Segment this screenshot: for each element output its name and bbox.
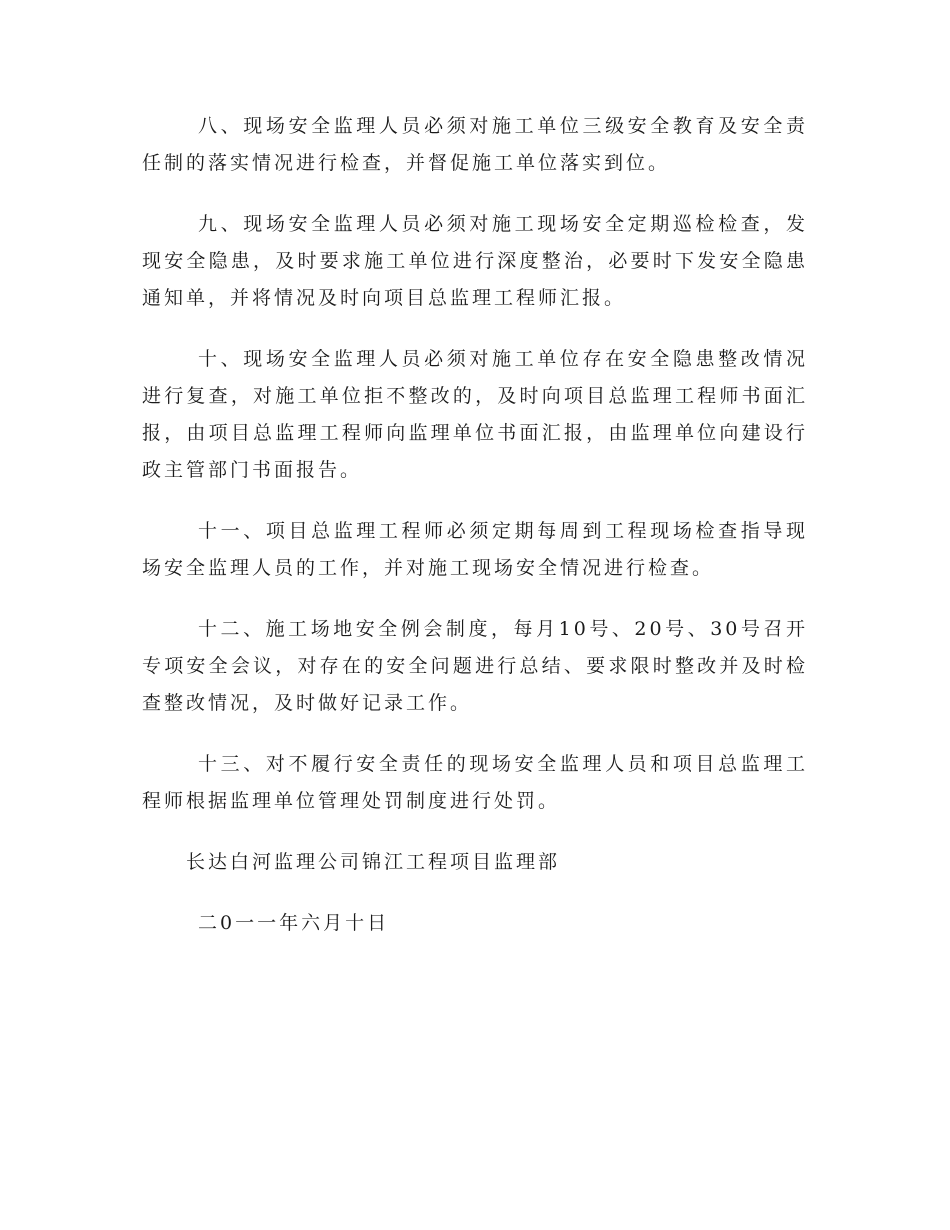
document-body (142, 108, 808, 942)
paragraph-13: 十三、对不履行安全责任的现场安全监理人员和项目总监理工程师根据监理单位管理处罚制度进行处罚。 (142, 753, 808, 812)
paragraph-12: 十二、施工场地安全例会制度，每月10号、20号、30号召开专项安全会议，对存在的安全问题进行总结、要求限时整改并及时检查整改情况，及时做好记录工作。 (142, 618, 808, 714)
paragraph-8: 八、现场安全监理人员必须对施工单位三级安全教育及安全责任制的落实情况进行检查，并督促施工单位落实到位。 (142, 115, 808, 174)
signature-date: 二0一一年六月十日 (198, 912, 390, 934)
paragraph-10: 十、现场安全监理人员必须对施工单位存在安全隐患整改情况进行复查，对施工单位拒不整改的，及时向项目总监理工程师书面汇报，由项目总监理工程师向监理单位书面汇报，由监理单位向建设行政主管部门书面报告。 (142, 348, 808, 481)
paragraph-11: 十一、项目总监理工程师必须定期每周到工程现场检查指导现场安全监理人员的工作，并对施工现场安全情况进行检查。 (142, 520, 808, 579)
paragraph-9: 九、现场安全监理人员必须对施工现场安全定期巡检检查，发现安全隐患，及时要求施工单位进行深度整治，必要时下发安全隐患通知单，并将情况及时向项目总监理工程师汇报。 (142, 213, 808, 309)
signature-organization: 长达白河监理公司锦江工程项目监理部 (186, 851, 561, 873)
